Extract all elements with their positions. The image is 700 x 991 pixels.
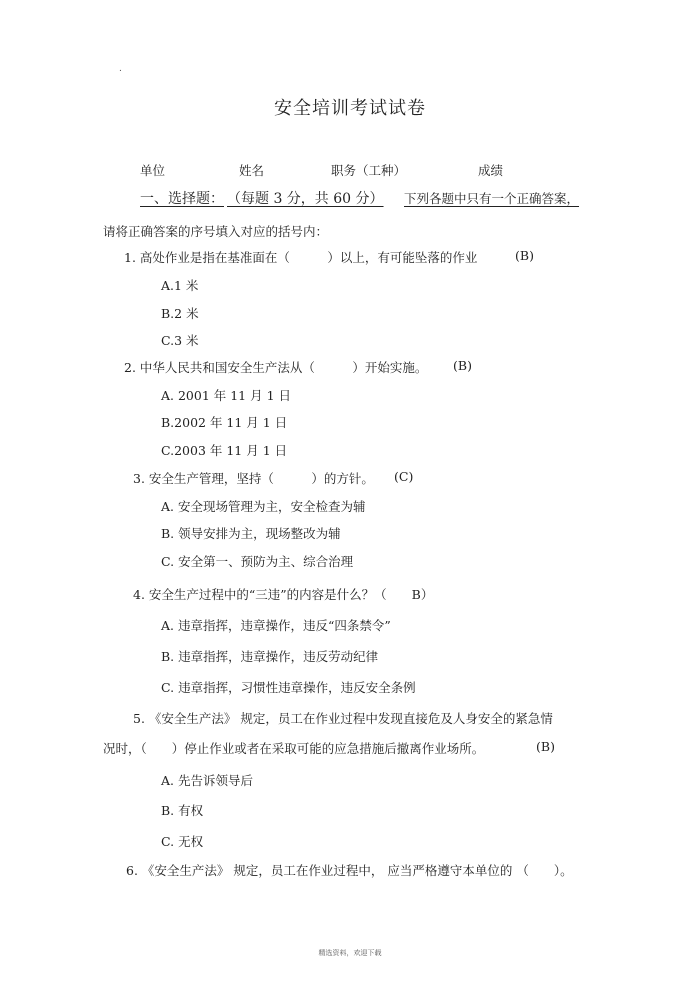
question-2-stem: 2. 中华人民共和国安全生产法从（ ）开始实施。 — [124, 360, 428, 375]
question-1-stem: 1. 高处作业是指在基准面在（ ）以上，有可能坠落的作业 — [124, 250, 478, 265]
field-name-label: 姓名 — [239, 163, 265, 178]
question-2-option-b: B.2002 年 11 月 1 日 — [161, 415, 288, 430]
field-score-label: 成绩 — [478, 163, 504, 178]
question-3-answer: (C) — [394, 469, 414, 484]
section-scoring: （每题 3 分，共 60 分） — [227, 191, 384, 207]
page-footer: 精选资料，欢迎下载 — [318, 949, 382, 957]
question-5-option-c: C. 无权 — [161, 834, 204, 849]
question-3-option-a: A. 安全现场管理为主，安全检查为辅 — [161, 499, 366, 514]
question-3-stem: 3. 安全生产管理，坚持（ ）的方针。 — [133, 471, 374, 486]
question-1-answer: (B) — [515, 248, 534, 263]
section-heading: 一、选择题： — [140, 191, 224, 207]
field-position-label: 职务（工种） — [331, 163, 407, 178]
question-4-option-c: C. 违章指挥，习惯性违章操作，违反安全条例 — [161, 680, 416, 695]
question-2-option-a: A. 2001 年 11 月 1 日 — [161, 388, 292, 403]
question-3-option-c: C. 安全第一、预防为主、综合治理 — [161, 554, 354, 569]
section-instruction: 请将正确答案的序号填入对应的括号内： — [103, 224, 329, 239]
question-2-option-c: C.2003 年 11 月 1 日 — [161, 443, 288, 458]
question-1-option-b: B.2 米 — [161, 306, 199, 321]
section-note: 下列各题中只有一个正确答案， — [404, 191, 580, 206]
question-4-stem: 4. 安全生产过程中的“三违”的内容是什么？（ B） — [133, 587, 434, 602]
question-1-option-c: C.3 米 — [161, 333, 199, 348]
question-2-answer: (B) — [453, 358, 472, 373]
question-1-option-a: A.1 米 — [161, 278, 199, 293]
question-6-stem: 6. 《安全生产法》 规定，员工在作业过程中， 应当严格遵守本单位的 （ ）。 — [126, 863, 573, 878]
header-mark: . — [119, 64, 122, 74]
question-5-stem: 5. 《安全生产法》 规定，员工在作业过程中发现直接危及人身安全的紧急情 — [133, 711, 553, 726]
question-5-answer: (B) — [536, 739, 555, 754]
page-title: 安全培训考试试卷 — [274, 98, 426, 119]
question-5-option-a: A. 先告诉领导后 — [161, 773, 253, 788]
question-4-option-b: B. 违章指挥，违章操作，违反劳动纪律 — [161, 649, 379, 664]
field-unit-label: 单位 — [140, 163, 166, 178]
question-5-option-b: B. 有权 — [161, 803, 204, 818]
question-4-option-a: A. 违章指挥，违章操作，违反“四条禁令” — [161, 618, 391, 633]
question-3-option-b: B. 领导安排为主，现场整改为辅 — [161, 526, 341, 541]
question-5-stem-line2: 况时，（ ）停止作业或者在采取可能的应急措施后撤离作业场所。 — [103, 741, 485, 756]
